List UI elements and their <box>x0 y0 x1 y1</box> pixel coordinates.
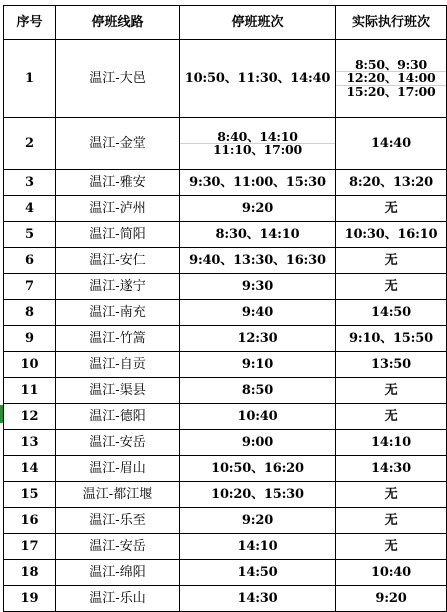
scheduled-times: 14:50 <box>180 560 336 586</box>
route-name: 温江-乐山 <box>56 586 180 612</box>
route-name: 温江-大邑 <box>56 40 180 118</box>
row-number: 2 <box>4 118 56 170</box>
row-number: 13 <box>4 430 56 456</box>
scheduled-times: 8:30、14:10 <box>180 222 336 248</box>
actual-times: 无 <box>336 248 447 274</box>
scheduled-times: 9:40 <box>180 300 336 326</box>
table-row <box>4 430 447 456</box>
row-number: 1 <box>4 40 56 118</box>
table-row <box>4 482 447 508</box>
route-name: 温江-渠县 <box>56 378 180 404</box>
row-number: 4 <box>4 196 56 222</box>
actual-line-row <box>336 85 446 98</box>
table-row <box>4 274 447 300</box>
actual-times: 10:40 <box>336 560 447 586</box>
scheduled-times <box>180 118 336 170</box>
row-number: 3 <box>4 170 56 196</box>
actual-times: 无 <box>336 482 447 508</box>
actual-times: 10:30、16:10 <box>336 222 447 248</box>
row-number: 16 <box>4 508 56 534</box>
route-name: 温江-绵阳 <box>56 560 180 586</box>
row-number: 12 <box>4 404 56 430</box>
scheduled-times: 9:00 <box>180 430 336 456</box>
scheduled-times: 14:30 <box>180 586 336 612</box>
scheduled-times: 10:40 <box>180 404 336 430</box>
actual-line: 12:20、14:00 <box>336 72 446 86</box>
header-actual: 实际执行班次 <box>336 6 447 40</box>
header-route: 停班线路 <box>56 6 180 40</box>
actual-times: 8:20、13:20 <box>336 170 447 196</box>
route-name: 温江-竹篙 <box>56 326 180 352</box>
actual-times: 13:50 <box>336 352 447 378</box>
actual-times: 无 <box>336 274 447 300</box>
actual-times: 无 <box>336 378 447 404</box>
header-scheduled: 停班班次 <box>180 6 336 40</box>
actual-times: 14:50 <box>336 300 447 326</box>
actual-line: 8:50、9:30 <box>354 58 428 72</box>
scheduled-times: 10:20、15:30 <box>180 482 336 508</box>
scheduled-times: 9:30 <box>180 274 336 300</box>
header-no: 序号 <box>4 6 56 40</box>
actual-lines <box>336 59 446 99</box>
scheduled-line: 11:10、17:00 <box>180 144 335 157</box>
scheduled-times: 9:10 <box>180 352 336 378</box>
table-row <box>4 170 447 196</box>
row-number: 15 <box>4 482 56 508</box>
table-row <box>4 326 447 352</box>
table-row <box>4 196 447 222</box>
row-number: 10 <box>4 352 56 378</box>
actual-times: 14:10 <box>336 430 447 456</box>
route-name: 温江-南充 <box>56 300 180 326</box>
route-name: 温江-自贡 <box>56 352 180 378</box>
route-name: 温江-德阳 <box>56 404 180 430</box>
actual-times: 无 <box>336 508 447 534</box>
route-name: 温江-安岳 <box>56 430 180 456</box>
scheduled-times: 9:20 <box>180 196 336 222</box>
scheduled-times: 14:10 <box>180 534 336 560</box>
row-number: 7 <box>4 274 56 300</box>
table-row <box>4 118 447 170</box>
route-name: 温江-泸州 <box>56 196 180 222</box>
route-name: 温江-都江堰 <box>56 482 180 508</box>
actual-line: 15:20、17:00 <box>336 85 446 98</box>
scheduled-lines <box>180 131 335 157</box>
scheduled-times: 10:50、16:20 <box>180 456 336 482</box>
actual-times: 14:30 <box>336 456 447 482</box>
table-row <box>4 300 447 326</box>
table-row <box>4 404 447 430</box>
table-row <box>4 248 447 274</box>
scheduled-times: 8:50 <box>180 378 336 404</box>
table-row <box>4 352 447 378</box>
row-number: 9 <box>4 326 56 352</box>
actual-times: 14:40 <box>336 118 447 170</box>
route-name: 温江-雅安 <box>56 170 180 196</box>
table-row <box>4 508 447 534</box>
route-name: 温江-简阳 <box>56 222 180 248</box>
schedule-table <box>3 5 447 612</box>
route-name: 温江-眉山 <box>56 456 180 482</box>
actual-times: 无 <box>336 196 447 222</box>
table-row <box>4 586 447 612</box>
scheduled-times: 9:20 <box>180 508 336 534</box>
actual-times <box>336 40 447 118</box>
table-row <box>4 560 447 586</box>
actual-line-row <box>336 59 446 72</box>
scheduled-times: 9:30、11:00、15:30 <box>180 170 336 196</box>
row-number: 6 <box>4 248 56 274</box>
scheduled-line: 8:40、14:10 <box>217 130 298 144</box>
scheduled-line-row <box>180 144 335 157</box>
table-row <box>4 222 447 248</box>
route-name: 温江-乐至 <box>56 508 180 534</box>
actual-times: 9:20 <box>336 586 447 612</box>
scheduled-times: 12:30 <box>180 326 336 352</box>
table-row <box>4 378 447 404</box>
row-number: 14 <box>4 456 56 482</box>
scheduled-times: 10:50、11:30、14:40 <box>180 40 336 118</box>
route-name: 温江-安岳 <box>56 534 180 560</box>
table-header-row <box>4 6 447 40</box>
actual-times: 无 <box>336 534 447 560</box>
actual-times: 无 <box>336 404 447 430</box>
actual-times: 9:10、15:50 <box>336 326 447 352</box>
route-name: 温江-安仁 <box>56 248 180 274</box>
route-name: 温江-金堂 <box>56 118 180 170</box>
scheduled-line-row <box>180 131 335 144</box>
route-name: 温江-遂宁 <box>56 274 180 300</box>
scheduled-times: 9:40、13:30、16:30 <box>180 248 336 274</box>
row-number: 18 <box>4 560 56 586</box>
row-number: 8 <box>4 300 56 326</box>
row-number: 19 <box>4 586 56 612</box>
row-number: 5 <box>4 222 56 248</box>
row-number: 17 <box>4 534 56 560</box>
actual-line-row <box>336 72 446 86</box>
table-row <box>4 534 447 560</box>
table-row <box>4 40 447 118</box>
row-number: 11 <box>4 378 56 404</box>
table-row <box>4 456 447 482</box>
